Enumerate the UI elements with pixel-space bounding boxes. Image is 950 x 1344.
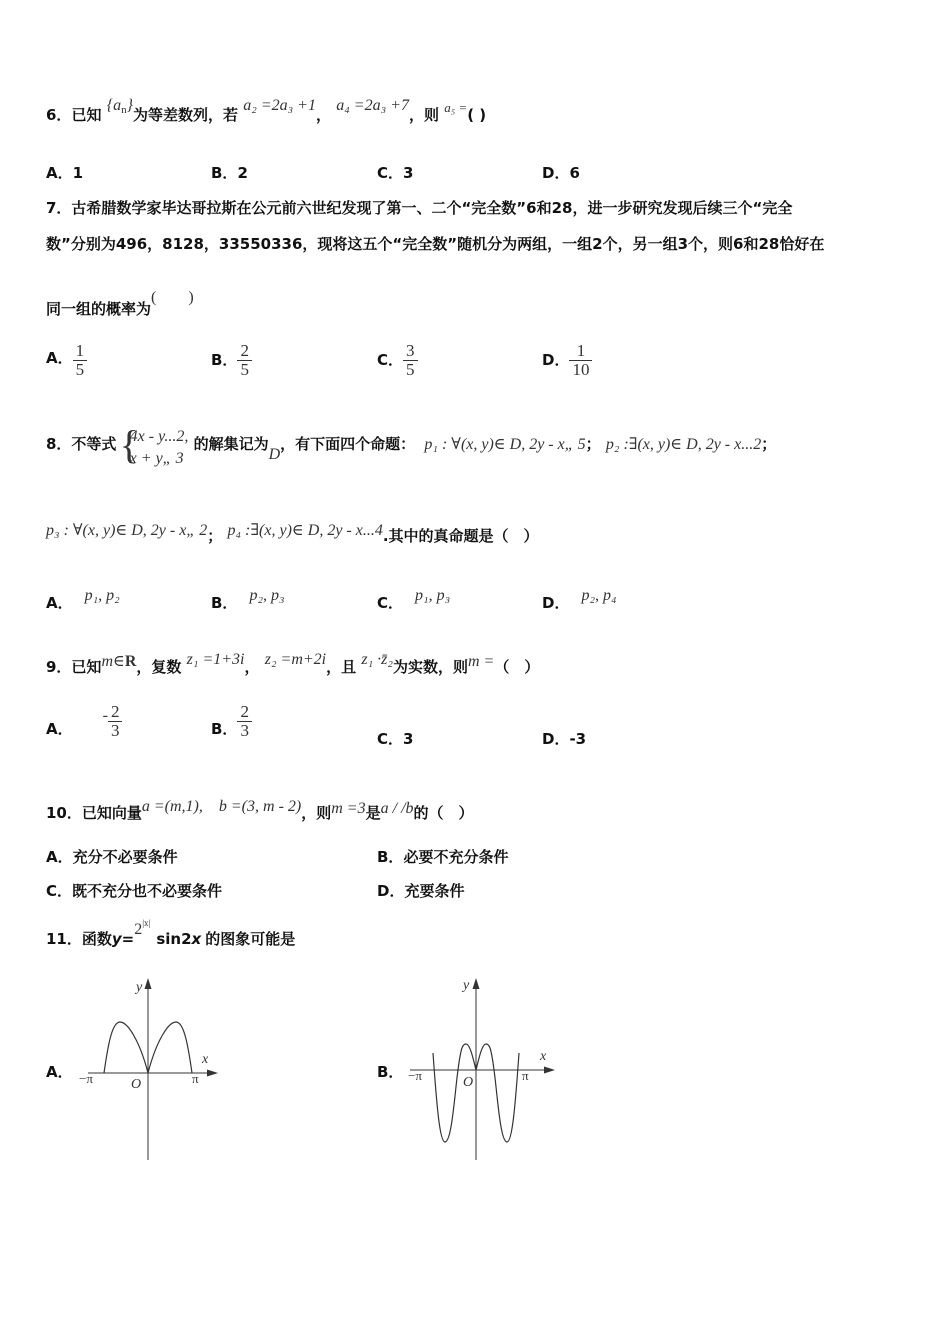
q8-set-d: D (268, 445, 281, 463)
q6-option-d[interactable] (542, 162, 580, 183)
option-text: 6 (569, 164, 580, 182)
x-label: x (540, 1049, 547, 1064)
q6-sequence (107, 97, 133, 114)
fraction-num: 2 (240, 341, 249, 360)
fraction-den: 3 (237, 721, 252, 740)
option-label: A． (46, 1063, 73, 1081)
origin-label: O (131, 1077, 142, 1092)
q8-semicolon-3: ； (207, 527, 223, 545)
q8-proposition-3: p₃ : ∀(x, y)∈ D, 2y - x„ 2 (46, 522, 208, 539)
q7-line-1: 7．古希腊数学家毕达哥拉斯在公元前六世纪发现了第一、二个“完全数”6和28，进一步研究发现后续三个“完全 (46, 199, 793, 217)
q7-line-3 (46, 289, 910, 319)
option-label: D． (542, 730, 570, 748)
q7-option-d[interactable] (542, 342, 592, 379)
q9-separator: ， (244, 658, 260, 676)
q9-product: z₁ ·z̄₂ (361, 651, 393, 668)
q6-text-1: 已知 (71, 106, 102, 124)
origin-label: O (463, 1075, 474, 1090)
fraction (237, 342, 252, 379)
q9-m-equals: m = (467, 653, 495, 670)
option-label: B． (211, 594, 238, 612)
option-label: A． (46, 594, 73, 612)
q11-x: x (191, 930, 202, 948)
option-label: B． (211, 164, 238, 182)
q8-text-3: ，有下面四个命题： (280, 434, 416, 453)
q6-paren: ( ) (467, 106, 487, 124)
question-11 (46, 918, 910, 949)
option-text: p₁, p₂ (84, 587, 120, 604)
y-label: y (463, 978, 470, 993)
option-label: C． (377, 594, 404, 612)
x-arrow-icon (207, 1070, 218, 1077)
fraction-den: 5 (73, 360, 88, 379)
q8-option-c[interactable] (377, 587, 451, 613)
q7-option-b[interactable] (211, 342, 252, 379)
option-label: C． (377, 730, 404, 748)
fraction-den: 5 (403, 360, 418, 379)
q11-option-a[interactable] (46, 1061, 73, 1082)
q6-text-3: ，则 (408, 106, 439, 124)
q11-sin: sin2 (156, 930, 192, 948)
q8-proposition-2: p₂ :∃(x, y)∈ D, 2y - x...2 (605, 435, 762, 453)
brace-icon: { (119, 422, 139, 467)
q8-option-b[interactable] (211, 587, 285, 613)
q6-number: 6． (46, 106, 72, 124)
q8-text-2: 的解集记为 (193, 434, 269, 453)
option-label: D． (542, 351, 570, 369)
option-text: -3 (569, 730, 587, 748)
q10-text-2: ，则 (301, 804, 332, 822)
option-text: 充要条件 (404, 882, 465, 900)
q8-line-2 (46, 522, 910, 546)
q8-proposition-4: p₄ :∃(x, y)∈ D, 2y - x...4 (227, 522, 383, 539)
q7-paren: ( ) (151, 289, 194, 306)
pi-label: π (192, 1071, 199, 1086)
pi-label: π (522, 1068, 529, 1083)
option-text: 2 (237, 164, 248, 182)
q6-option-a[interactable] (46, 162, 83, 183)
q7-option-a[interactable] (46, 342, 87, 379)
q11-y: y= (111, 930, 135, 948)
q11-graph-b[interactable] (400, 970, 560, 1170)
q10-text-3: 是 (365, 804, 381, 822)
q11-text-1: 11．函数 (46, 930, 112, 948)
q8-inequality-system (119, 422, 189, 470)
fraction (403, 342, 418, 379)
fraction-den: 10 (569, 360, 592, 379)
q8-tail: .其中的真命题是（ ） (382, 527, 539, 545)
q10-option-b[interactable] (377, 846, 508, 867)
q6-separator: ， (315, 106, 331, 124)
q10-option-a[interactable] (46, 846, 178, 867)
q10-option-d[interactable] (377, 880, 464, 901)
q9-text-4: 为实数，则 (392, 658, 468, 676)
q9-text-3: ，且 (326, 658, 357, 676)
option-text: 3 (403, 164, 414, 182)
option-text: 1 (72, 164, 84, 182)
q9-option-a[interactable] (46, 703, 122, 740)
fraction-den: 5 (237, 360, 252, 379)
fraction-den: 3 (108, 721, 123, 740)
fraction (237, 703, 252, 740)
option-text: 既不充分也不必要条件 (72, 882, 223, 900)
question-6 (46, 97, 910, 126)
fraction (108, 703, 123, 740)
fraction-num: 3 (406, 341, 415, 360)
option-text: p₂, p₃ (249, 587, 285, 604)
option-label: D． (542, 594, 570, 612)
q8-row-2: x + y„ 3 (129, 450, 184, 467)
option-label: A． (46, 164, 73, 182)
q11-text-2: 的图象可能是 (205, 930, 296, 948)
fraction-num: 1 (576, 341, 586, 360)
q6-text-2: 为等差数列，若 (133, 106, 239, 124)
question-10 (46, 800, 910, 823)
y-arrow-icon (473, 978, 480, 989)
neg-pi-label: −π (79, 1071, 93, 1086)
neg-pi-label: −π (408, 1068, 422, 1083)
q8-option-d[interactable] (542, 587, 617, 613)
y-label: y (136, 980, 143, 995)
fraction-num: 2 (240, 702, 249, 721)
q9-real-set: R (124, 653, 137, 670)
x-arrow-icon (544, 1067, 555, 1074)
q11-base: 2 (134, 921, 143, 938)
option-label: B． (211, 720, 238, 738)
q8-semicolon-2: ； (761, 434, 777, 453)
q8-proposition-1: p₁ : ∀(x, y)∈ D, 2y - x„ 5 (424, 435, 586, 453)
fraction (73, 342, 88, 379)
q8-semicolon-1: ； (585, 434, 601, 453)
q6-option-c[interactable] (377, 162, 413, 183)
q9-option-b[interactable] (211, 703, 252, 740)
q9-z2: z₂ =m+2i (264, 651, 327, 668)
q10-text-1: 10．已知向量 (46, 804, 142, 822)
q6-option-b[interactable] (211, 162, 248, 183)
option-text: p₂, p₄ (581, 587, 617, 604)
fraction (569, 342, 592, 379)
q10-vectors: a =(m,1), b =(3, m - 2) (141, 798, 302, 815)
q9-paren: （ ） (494, 658, 540, 676)
x-label: x (202, 1052, 209, 1067)
option-label: C． (377, 164, 404, 182)
q9-text-1: 9．已知 (46, 658, 102, 676)
q10-option-c[interactable] (46, 880, 222, 901)
question-9 (46, 651, 910, 677)
option-sign: - (102, 707, 108, 724)
q7-line-2: 数”分别为496，8128，33550336，现将这五个“完全数”随机分为两组，一组2个，另一组3个，则6和28恰好在 (46, 235, 825, 253)
fraction-num: 1 (75, 341, 85, 360)
q8-row-1: 4x - y...2, (129, 428, 189, 445)
q9-text-2: ，复数 (136, 658, 182, 676)
option-label: D． (377, 882, 405, 900)
option-label: A． (46, 349, 73, 367)
q8-option-a[interactable] (46, 587, 120, 613)
option-label: D． (542, 164, 570, 182)
q10-parallel: a / /b (380, 800, 414, 817)
q8-text-1: 8．不等式 (46, 434, 117, 453)
option-label: B． (211, 351, 238, 369)
option-label: B． (377, 848, 404, 866)
fraction-num: 2 (110, 702, 120, 721)
q6-equation-1: a₂ =2a₃ +1 (243, 97, 316, 114)
q9-option-d[interactable] (542, 728, 586, 749)
q10-text-4: 的（ ） (413, 804, 474, 822)
q11-graph-a[interactable] (70, 970, 230, 1170)
option-text: 充分不必要条件 (72, 848, 178, 866)
option-text: p₁, p₃ (415, 587, 451, 604)
option-text: 3 (403, 730, 414, 748)
q6-seq-sub: n (121, 104, 127, 116)
option-label: A． (46, 848, 73, 866)
q6-seq-open: {a (106, 97, 122, 114)
y-arrow-icon (145, 978, 152, 989)
q9-option-c[interactable] (377, 728, 413, 749)
q6-equation-2: a₄ =2a₃ +7 (336, 97, 409, 114)
option-text: 必要不充分条件 (403, 848, 509, 866)
q9-m-in: m∈ (101, 653, 125, 670)
option-label: C． (46, 882, 73, 900)
q6-seq-close: } (126, 97, 133, 114)
option-label: A． (46, 720, 73, 738)
q10-m-equals-3: m =3 (331, 800, 366, 817)
q6-equation-3: a₅ = (444, 100, 468, 115)
q7-text: 同一组的概率为 (46, 300, 152, 318)
q9-z1: z₁ =1+3i (186, 651, 245, 668)
q11-exponent: |x| (142, 918, 151, 928)
q7-option-c[interactable] (377, 342, 418, 379)
option-label: C． (377, 351, 404, 369)
question-8 (46, 422, 910, 470)
option-label: B． (377, 1063, 404, 1081)
